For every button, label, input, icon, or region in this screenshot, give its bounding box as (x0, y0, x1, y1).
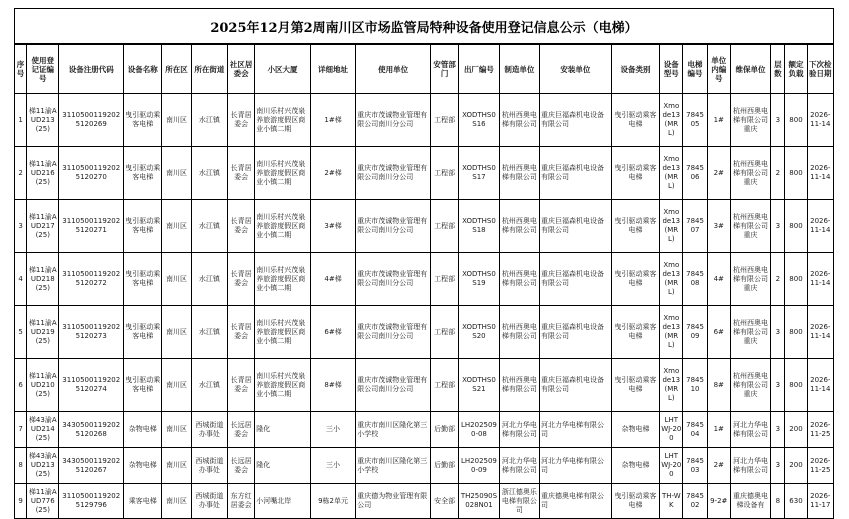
cell-district: 南川区 (162, 412, 191, 448)
cell-estate: 隆化 (255, 448, 311, 484)
cell-use-reg-no: 梯11渝AUD219(25) (27, 306, 59, 359)
cell-user-unit: 重庆市茂诚物业管理有限公司南川分公司 (356, 253, 431, 306)
cell-floors: 3 (771, 412, 785, 448)
cell-seq: 5 (15, 306, 27, 359)
header-model: 设备型号 (660, 45, 683, 94)
cell-user-unit: 重庆市南川区隆化第三小学校 (356, 412, 431, 448)
cell-model: Xmode13(MRL) (660, 200, 683, 253)
cell-device-name: 曳引驱动乘客电梯 (124, 359, 162, 412)
cell-elevator-no: 784505 (683, 94, 707, 147)
cell-model: LHTWJ-200 (660, 448, 683, 484)
cell-estate: 南川乐村兴茂泉养旅游度假区商业小镇二期 (255, 306, 311, 359)
page-title: 2025年12月第2周南川区市场监管局特种设备使用登记信息公示（电梯） (14, 8, 834, 44)
cell-category: 曳引驱动乘客电梯 (611, 253, 659, 306)
cell-device-name: 曳引驱动乘客电梯 (124, 147, 162, 200)
cell-floors: 3 (771, 359, 785, 412)
cell-seq: 4 (15, 253, 27, 306)
header-use-reg-no: 使用登记证编号 (27, 45, 59, 94)
cell-category: 曳引驱动乘客电梯 (611, 200, 659, 253)
header-category: 设备类别 (611, 45, 659, 94)
cell-estate: 隆化 (255, 412, 311, 448)
cell-unit-no: 8# (707, 359, 730, 412)
cell-category: 杂物电梯 (611, 448, 659, 484)
cell-elevator-no: 784509 (683, 306, 707, 359)
header-dept: 安管部门 (430, 45, 458, 94)
cell-user-unit: 重庆市茂诚物业管理有限公司南川分公司 (356, 359, 431, 412)
cell-use-reg-no: 梯11渝AUD218(25) (27, 253, 59, 306)
cell-load: 800 (785, 147, 807, 200)
cell-street: 水江镇 (191, 147, 227, 200)
header-device-name: 设备名称 (124, 45, 162, 94)
cell-load: 200 (785, 448, 807, 484)
cell-factory-no: TH25090S028N01 (459, 484, 499, 519)
cell-load: 800 (785, 200, 807, 253)
cell-address: 2#梯 (310, 147, 355, 200)
cell-estate: 南川乐村兴茂泉养旅游度假区商业小镇二期 (255, 200, 311, 253)
cell-maint-unit: 杭州西奥电梯有限公司重庆 (730, 200, 770, 253)
cell-load: 630 (785, 484, 807, 519)
cell-device-name: 杂物电梯 (124, 448, 162, 484)
cell-manufacturer: 浙江德奥乐电梯有限公司 (499, 484, 539, 519)
cell-estate: 南川乐村兴茂泉养旅游度假区商业小镇二期 (255, 147, 311, 200)
cell-unit-no: 4# (707, 253, 730, 306)
cell-user-unit: 重庆市南川区隆化第三小学校 (356, 448, 431, 484)
cell-user-unit: 重庆德为物业管理有限公司 (356, 484, 431, 519)
cell-reg-code: 31105001192025129796 (59, 484, 124, 519)
cell-model: Xmode13(MRL) (660, 94, 683, 147)
cell-community: 长青居委会 (228, 359, 255, 412)
table-row (15, 200, 834, 253)
cell-address: 1#梯 (310, 94, 355, 147)
cell-installer: 河北力华电梯有限公司 (540, 412, 612, 448)
cell-device-name: 曳引驱动乘客电梯 (124, 306, 162, 359)
cell-community: 长远居委会 (228, 412, 255, 448)
cell-device-name: 乘客电梯 (124, 484, 162, 519)
table-row (15, 448, 834, 484)
cell-use-reg-no: 梯11渝AUD776(25) (27, 484, 59, 519)
cell-factory-no: LH2025090-09 (459, 448, 499, 484)
cell-floors: 2 (771, 147, 785, 200)
cell-category: 曳引驱动乘客电梯 (611, 94, 659, 147)
cell-maint-unit: 杭州西奥电梯有限公司重庆 (730, 94, 770, 147)
cell-address: 9栋2单元 (310, 484, 355, 519)
cell-load: 800 (785, 253, 807, 306)
cell-seq: 8 (15, 448, 27, 484)
header-floors: 层数 (771, 45, 785, 94)
cell-address: 4#梯 (310, 253, 355, 306)
header-load: 额定负载 (785, 45, 807, 94)
cell-factory-no: XODTHS0S16 (459, 94, 499, 147)
cell-factory-no: XODTHS0S18 (459, 200, 499, 253)
cell-manufacturer: 河北力华电梯有限公司 (499, 448, 539, 484)
cell-use-reg-no: 梯43渝AUD214(25) (27, 412, 59, 448)
cell-estate: 小河嘴北岸 (255, 484, 311, 519)
cell-installer: 重庆巨福森机电设备有限公司 (540, 94, 612, 147)
cell-maint-unit: 河北力华电梯有限公司 (730, 448, 770, 484)
cell-next-inspection: 2026-11-25 (807, 412, 833, 448)
cell-installer: 重庆巨福森机电设备有限公司 (540, 359, 612, 412)
cell-street: 水江镇 (191, 94, 227, 147)
table-row (15, 359, 834, 412)
header-installer: 安装单位 (540, 45, 612, 94)
cell-model: Xmode13(MRL) (660, 359, 683, 412)
cell-unit-no: 9-2# (707, 484, 730, 519)
cell-elevator-no: 784506 (683, 147, 707, 200)
cell-installer: 重庆巨福森机电设备有限公司 (540, 200, 612, 253)
cell-floors: 3 (771, 200, 785, 253)
cell-manufacturer: 杭州西奥电梯有限公司 (499, 94, 539, 147)
cell-community: 东方红居委会 (228, 484, 255, 519)
cell-unit-no: 1# (707, 412, 730, 448)
header-address: 详细地址 (310, 45, 355, 94)
cell-floors: 8 (771, 484, 785, 519)
cell-user-unit: 重庆市茂诚物业管理有限公司南川分公司 (356, 200, 431, 253)
cell-category: 曳引驱动乘客电梯 (611, 147, 659, 200)
cell-reg-code: 31105001192025120271 (59, 200, 124, 253)
cell-load: 800 (785, 306, 807, 359)
cell-estate: 南川乐村兴茂泉养旅游度假区商业小镇二期 (255, 359, 311, 412)
cell-dept: 后勤部 (430, 412, 458, 448)
table-row (15, 147, 834, 200)
cell-unit-no: 2# (707, 448, 730, 484)
cell-reg-code: 34305001192025120268 (59, 412, 124, 448)
cell-next-inspection: 2026-11-14 (807, 94, 833, 147)
cell-district: 南川区 (162, 484, 191, 519)
header-seq: 序号 (15, 45, 27, 94)
cell-factory-no: XODTHS0S21 (459, 359, 499, 412)
cell-seq: 7 (15, 412, 27, 448)
cell-installer: 重庆巨福森机电设备有限公司 (540, 253, 612, 306)
cell-address: 3#梯 (310, 200, 355, 253)
cell-seq: 2 (15, 147, 27, 200)
header-unit-no: 单位内编号 (707, 45, 730, 94)
cell-use-reg-no: 梯11渝AUD213(25) (27, 94, 59, 147)
cell-maint-unit: 杭州西奥电梯有限公司重庆 (730, 359, 770, 412)
header-street: 所在街道 (191, 45, 227, 94)
cell-street: 西城街道办事处 (191, 412, 227, 448)
cell-model: LHTWJ-200 (660, 412, 683, 448)
cell-maint-unit: 重庆德奥电梯设备有 (730, 484, 770, 519)
cell-factory-no: LH2025090-08 (459, 412, 499, 448)
cell-maint-unit: 杭州西奥电梯有限公司重庆 (730, 306, 770, 359)
cell-street: 水江镇 (191, 200, 227, 253)
header-district: 所在区 (162, 45, 191, 94)
cell-manufacturer: 杭州西奥电梯有限公司 (499, 359, 539, 412)
cell-manufacturer: 河北力华电梯有限公司 (499, 412, 539, 448)
cell-community: 长青居委会 (228, 253, 255, 306)
header-reg-code: 设备注册代码 (59, 45, 124, 94)
header-next-inspection: 下次检验日期 (807, 45, 833, 94)
cell-community: 长青居委会 (228, 306, 255, 359)
cell-installer: 河北力华电梯有限公司 (540, 448, 612, 484)
cell-model: TH-WK (660, 484, 683, 519)
cell-address: 三小 (310, 412, 355, 448)
cell-unit-no: 2# (707, 147, 730, 200)
cell-unit-no: 3# (707, 200, 730, 253)
cell-next-inspection: 2026-11-14 (807, 147, 833, 200)
table-row (15, 412, 834, 448)
cell-device-name: 曳引驱动乘客电梯 (124, 94, 162, 147)
cell-load: 200 (785, 412, 807, 448)
cell-floors: 3 (771, 306, 785, 359)
cell-use-reg-no: 梯11渝AUD210(25) (27, 359, 59, 412)
cell-elevator-no: 784502 (683, 484, 707, 519)
cell-street: 水江镇 (191, 306, 227, 359)
cell-maint-unit: 杭州西奥电梯有限公司重庆 (730, 253, 770, 306)
cell-reg-code: 31105001192025120269 (59, 94, 124, 147)
cell-next-inspection: 2026-11-14 (807, 359, 833, 412)
cell-manufacturer: 杭州西奥电梯有限公司 (499, 200, 539, 253)
cell-use-reg-no: 梯11渝AUD216(25) (27, 147, 59, 200)
cell-dept: 工程部 (430, 306, 458, 359)
cell-community: 长青居委会 (228, 94, 255, 147)
cell-next-inspection: 2026-11-14 (807, 200, 833, 253)
cell-model: Xmode13(MRL) (660, 147, 683, 200)
cell-community: 长青居委会 (228, 147, 255, 200)
cell-use-reg-no: 梯43渝AUD213(25) (27, 448, 59, 484)
cell-dept: 工程部 (430, 200, 458, 253)
cell-factory-no: XODTHS0S19 (459, 253, 499, 306)
cell-district: 南川区 (162, 359, 191, 412)
cell-installer: 重庆德奥电梯有限公司 (540, 484, 612, 519)
cell-dept: 工程部 (430, 253, 458, 306)
header-maint-unit: 维保单位 (730, 45, 770, 94)
cell-use-reg-no: 梯11渝AUD217(25) (27, 200, 59, 253)
cell-device-name: 杂物电梯 (124, 412, 162, 448)
cell-address: 6#梯 (310, 306, 355, 359)
cell-floors: 2 (771, 253, 785, 306)
cell-device-name: 曳引驱动乘客电梯 (124, 253, 162, 306)
cell-reg-code: 34305001192025120267 (59, 448, 124, 484)
table-row (15, 306, 834, 359)
cell-seq: 1 (15, 94, 27, 147)
cell-manufacturer: 杭州西奥电梯有限公司 (499, 253, 539, 306)
cell-manufacturer: 杭州西奥电梯有限公司 (499, 147, 539, 200)
cell-model: Xmode13(MRL) (660, 306, 683, 359)
cell-maint-unit: 杭州西奥电梯有限公司重庆 (730, 147, 770, 200)
cell-reg-code: 31105001192025120270 (59, 147, 124, 200)
cell-category: 曳引驱动乘客电梯 (611, 359, 659, 412)
cell-manufacturer: 杭州西奥电梯有限公司 (499, 306, 539, 359)
cell-dept: 安全部 (430, 484, 458, 519)
cell-elevator-no: 784510 (683, 359, 707, 412)
cell-estate: 南川乐村兴茂泉养旅游度假区商业小镇二期 (255, 253, 311, 306)
table-header-row (15, 45, 834, 94)
cell-load: 800 (785, 359, 807, 412)
cell-next-inspection: 2026-11-17 (807, 484, 833, 519)
cell-factory-no: XODTHS0S17 (459, 147, 499, 200)
cell-next-inspection: 2026-11-25 (807, 448, 833, 484)
registration-table (14, 44, 834, 519)
cell-installer: 重庆巨福森机电设备有限公司 (540, 147, 612, 200)
header-factory-no: 出厂编号 (459, 45, 499, 94)
cell-seq: 6 (15, 359, 27, 412)
cell-district: 南川区 (162, 147, 191, 200)
cell-street: 西城街道办事处 (191, 484, 227, 519)
cell-address: 8#梯 (310, 359, 355, 412)
cell-factory-no: XODTHS0S20 (459, 306, 499, 359)
cell-dept: 工程部 (430, 359, 458, 412)
cell-elevator-no: 784503 (683, 448, 707, 484)
cell-community: 长远居委会 (228, 448, 255, 484)
table-row (15, 253, 834, 306)
cell-maint-unit: 河北力华电梯有限公司 (730, 412, 770, 448)
cell-dept: 工程部 (430, 94, 458, 147)
header-elevator-no: 电梯编号 (683, 45, 707, 94)
cell-floors: 3 (771, 448, 785, 484)
cell-category: 曳引驱动乘客电梯 (611, 306, 659, 359)
cell-dept: 工程部 (430, 147, 458, 200)
cell-device-name: 曳引驱动乘客电梯 (124, 200, 162, 253)
cell-district: 南川区 (162, 448, 191, 484)
cell-category: 杂物电梯 (611, 412, 659, 448)
cell-dept: 后勤部 (430, 448, 458, 484)
cell-reg-code: 31105001192025120272 (59, 253, 124, 306)
cell-address: 三小 (310, 448, 355, 484)
cell-next-inspection: 2026-11-14 (807, 253, 833, 306)
table-row (15, 94, 834, 147)
cell-elevator-no: 784508 (683, 253, 707, 306)
cell-community: 长青居委会 (228, 200, 255, 253)
cell-street: 水江镇 (191, 359, 227, 412)
header-community: 社区居委会 (228, 45, 255, 94)
cell-estate: 南川乐村兴茂泉养旅游度假区商业小镇二期 (255, 94, 311, 147)
cell-elevator-no: 784507 (683, 200, 707, 253)
cell-floors: 3 (771, 94, 785, 147)
cell-district: 南川区 (162, 306, 191, 359)
cell-elevator-no: 784504 (683, 412, 707, 448)
cell-next-inspection: 2026-11-14 (807, 306, 833, 359)
cell-user-unit: 重庆市茂诚物业管理有限公司南川分公司 (356, 306, 431, 359)
cell-unit-no: 1# (707, 94, 730, 147)
cell-district: 南川区 (162, 200, 191, 253)
cell-installer: 重庆巨福森机电设备有限公司 (540, 306, 612, 359)
cell-user-unit: 重庆市茂诚物业管理有限公司南川分公司 (356, 147, 431, 200)
cell-load: 800 (785, 94, 807, 147)
cell-district: 南川区 (162, 94, 191, 147)
header-user-unit: 使用单位 (356, 45, 431, 94)
cell-unit-no: 6# (707, 306, 730, 359)
table-row (15, 484, 834, 519)
cell-reg-code: 31105001192025120273 (59, 306, 124, 359)
cell-user-unit: 重庆市茂诚物业管理有限公司南川分公司 (356, 94, 431, 147)
cell-category: 曳引驱动乘客电梯 (611, 484, 659, 519)
cell-street: 西城街道办事处 (191, 448, 227, 484)
cell-model: Xmode13(MRL) (660, 253, 683, 306)
cell-seq: 9 (15, 484, 27, 519)
header-estate: 小区大厦 (255, 45, 311, 94)
cell-reg-code: 31105001192025120274 (59, 359, 124, 412)
header-manufacturer: 制造单位 (499, 45, 539, 94)
cell-seq: 3 (15, 200, 27, 253)
cell-district: 南川区 (162, 253, 191, 306)
cell-street: 水江镇 (191, 253, 227, 306)
